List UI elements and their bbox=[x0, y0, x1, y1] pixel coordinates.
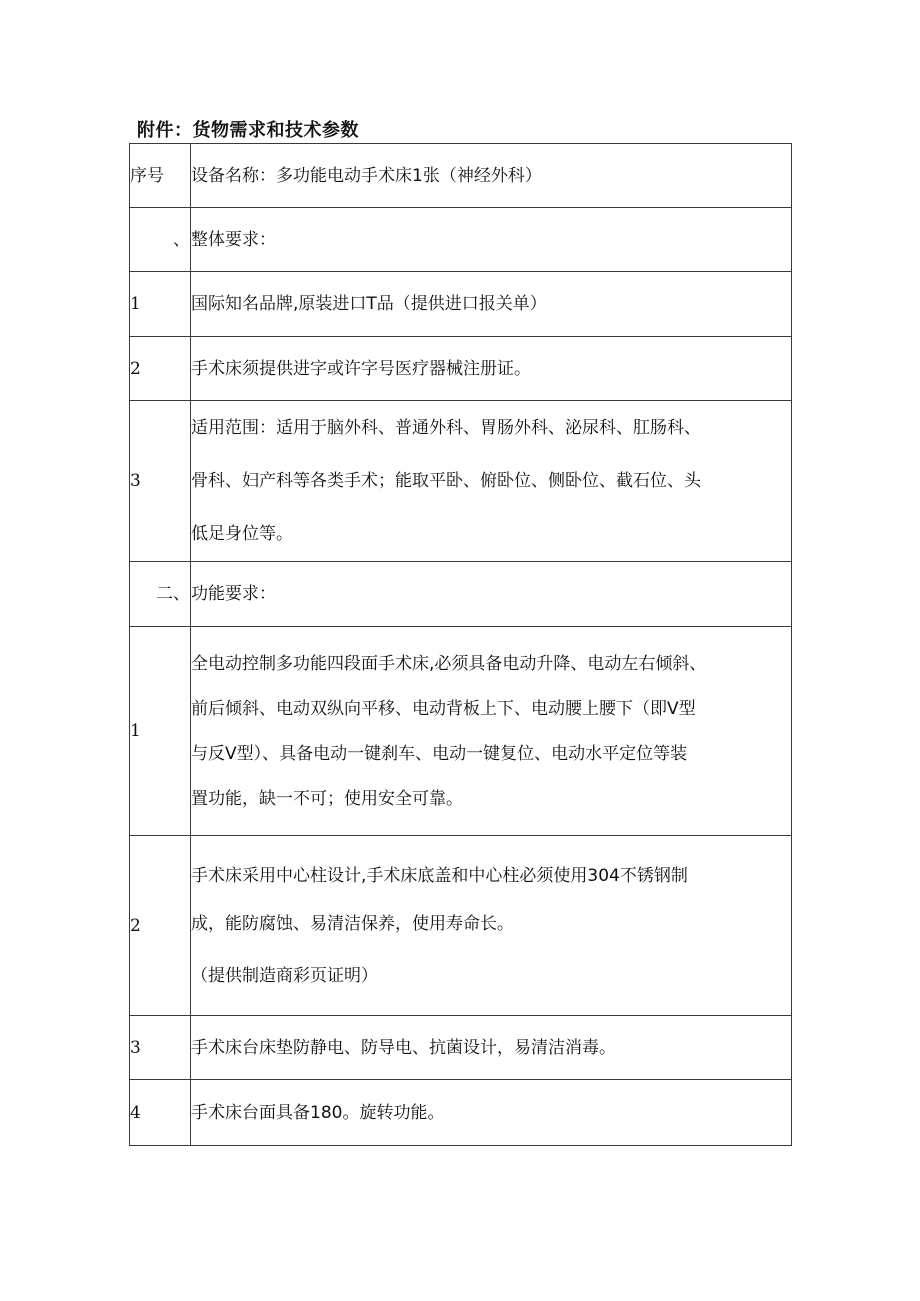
table-row bbox=[130, 627, 792, 836]
row-index: 2 bbox=[130, 337, 191, 401]
header-index: 序号 bbox=[130, 144, 191, 208]
table-row bbox=[130, 337, 792, 401]
row-index: 3 bbox=[130, 1016, 191, 1080]
table-row bbox=[130, 401, 792, 562]
row-index: 2 bbox=[130, 836, 191, 1016]
row-index: 1 bbox=[130, 272, 191, 337]
document-heading: 附件：货物需求和技术参数 bbox=[137, 120, 359, 141]
section-title: 整体要求： bbox=[191, 208, 792, 272]
row-text: 手术床采用中心柱设计,手术床底盖和中心柱必须使用304不锈钢制 成，能防腐蚀、易清洁保养，使用寿命长。 （提供制造商彩页证明） bbox=[191, 836, 792, 1016]
row-index: 3 bbox=[130, 401, 191, 562]
row-text: 手术床台面具备180。旋转功能。 bbox=[191, 1080, 792, 1146]
section-title: 功能要求： bbox=[191, 562, 792, 627]
section-row-overall bbox=[130, 208, 792, 272]
spec-table bbox=[129, 143, 792, 1146]
table-row bbox=[130, 1016, 792, 1080]
row-text: 手术床台床垫防静电、防导电、抗菌设计，易清洁消毒。 bbox=[191, 1016, 792, 1080]
table-row bbox=[130, 1080, 792, 1146]
row-index: 1 bbox=[130, 627, 191, 836]
row-text: 适用范围：适用于脑外科、普通外科、胃肠外科、泌尿科、肛肠科、 骨科、妇产科等各类手术；能取平卧、俯卧位、侧卧位、截石位、头 低足身位等。 bbox=[191, 401, 792, 562]
section-row-functional bbox=[130, 562, 792, 627]
table-row bbox=[130, 836, 792, 1016]
table-header-row bbox=[130, 144, 792, 208]
header-title: 设备名称：多功能电动手术床1张（神经外科） bbox=[191, 144, 792, 208]
row-index: 4 bbox=[130, 1080, 191, 1146]
section-index: 、 bbox=[130, 208, 191, 272]
section-index: 二、 bbox=[130, 562, 191, 627]
table-row bbox=[130, 272, 792, 337]
row-text: 国际知名品牌,原装进口T品（提供进口报关单） bbox=[191, 272, 792, 337]
row-text: 手术床须提供进字或许字号医疗器械注册证。 bbox=[191, 337, 792, 401]
row-text: 全电动控制多功能四段面手术床,必须具备电动升降、电动左右倾斜、 前后倾斜、电动双纵向平移、电动背板上下、电动腰上腰下（即V型 与反V型）、具备电动一键刹车、电动一键复位、电动水平定位等装 置功能，缺一不可；使用安全可靠。 bbox=[191, 627, 792, 836]
